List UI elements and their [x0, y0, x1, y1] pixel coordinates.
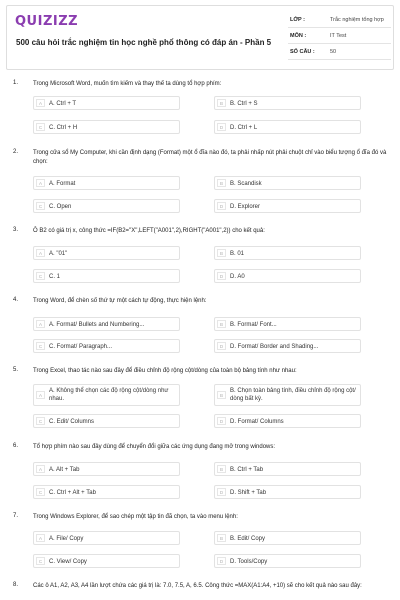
option-a[interactable]	[33, 317, 180, 331]
option-letter-box: C	[36, 123, 45, 131]
option-letter-box: A	[36, 320, 45, 328]
question-text: Trong Word, để chèn số thứ tự một cách tự động, thực hiện lệnh:	[33, 298, 207, 304]
question-text: Tổ hợp phím nào sau đây dùng để chuyển đổi giữa các ứng dụng đang mở trong windows:	[33, 444, 276, 450]
option-text: D. Tools/Copy	[230, 559, 268, 565]
option-a[interactable]	[33, 531, 180, 545]
option-text: D. Explorer	[230, 204, 261, 210]
question-number: 3.	[13, 227, 19, 233]
option-letter-box: B	[217, 465, 226, 473]
option-letter-box: D	[217, 123, 226, 131]
option-b[interactable]	[214, 246, 361, 260]
option-text: A. File/ Copy	[49, 536, 84, 542]
question-text: Trong cửa sổ My Computer, khi cần định dạng (Format) một ổ đĩa nào đó, ta phải nhấp nút phải chuột chỉ vào biểu tượng ổ đĩa đó và chọn:	[33, 150, 387, 165]
meta-value: Trắc nghiệm tổng hợp	[330, 17, 384, 23]
option-text: B. Chọn toàn bảng tính, điều chỉnh độ rộng cột/ dòng bất kỳ.	[230, 388, 356, 402]
option-a[interactable]	[33, 246, 180, 260]
question-number: 6.	[13, 443, 19, 449]
option-text: A. Format	[49, 181, 76, 187]
option-b[interactable]	[214, 462, 361, 476]
option-letter-box: D	[217, 202, 226, 210]
option-text: C. Open	[49, 204, 72, 210]
option-text: B. Edit/ Copy	[230, 536, 266, 542]
option-text: C. Ctrl + H	[49, 125, 78, 131]
question-number: 2.	[13, 149, 19, 155]
option-text: C. 1	[49, 274, 61, 280]
option-letter-box: B	[217, 179, 226, 187]
option-d[interactable]	[214, 485, 361, 499]
option-text: B. Format/ Font...	[230, 322, 277, 328]
option-text: D. Format/ Columns	[230, 419, 284, 425]
quizizz-logo: QUIZIZZ	[15, 14, 79, 29]
option-c[interactable]	[33, 199, 180, 213]
option-c[interactable]	[33, 414, 180, 428]
option-a[interactable]	[33, 176, 180, 190]
option-text: D. Ctrl + L	[230, 125, 258, 131]
option-c[interactable]	[33, 554, 180, 568]
option-letter-box: A	[36, 391, 45, 399]
option-letter-box: C	[36, 417, 45, 425]
option-c[interactable]	[33, 485, 180, 499]
meta-row-class	[288, 14, 391, 28]
option-text: A. Ctrl + T	[49, 101, 77, 107]
option-letter-box: D	[217, 272, 226, 280]
option-letter-box: B	[217, 391, 226, 399]
worksheet-title: 500 câu hỏi trắc nghiệm tin học nghề phổ thông có đáp án - Phần 5	[16, 38, 272, 47]
meta-label: MÔN :	[290, 33, 307, 39]
option-d[interactable]	[214, 554, 361, 568]
option-d[interactable]	[214, 269, 361, 283]
question-number: 7.	[13, 513, 19, 519]
option-b[interactable]	[214, 531, 361, 545]
question-text: Trong Windows Explorer, để sao chép một tập tin đã chọn, ta vào menu lệnh:	[33, 514, 238, 520]
question-text: Ô B2 có giá trị x, công thức =IF(B2="X",LEFT("A001",2),RIGHT("A001",2)) cho kết quả:	[33, 228, 265, 234]
option-text: C. Edit/ Columns	[49, 419, 95, 425]
option-text: D. Shift + Tab	[230, 490, 267, 496]
option-text: C. View/ Copy	[49, 559, 87, 565]
option-b[interactable]	[214, 384, 361, 406]
option-b[interactable]	[214, 96, 361, 110]
option-text: A. Format/ Bullets and Numbering...	[49, 322, 145, 328]
question-number: 1.	[13, 80, 19, 86]
worksheet-header	[6, 5, 394, 70]
option-letter-box: A	[36, 249, 45, 257]
meta-value: 50	[330, 49, 337, 55]
meta-value: IT Test	[330, 33, 347, 39]
option-letter-box: D	[217, 342, 226, 350]
meta-label: LỚP :	[290, 17, 305, 23]
question-text: Trong Excel, thao tác nào sau đây để điều chỉnh độ rộng cột/dòng của toàn bộ bảng tính như nhau:	[33, 368, 297, 374]
option-b[interactable]	[214, 176, 361, 190]
option-letter-box: B	[217, 320, 226, 328]
option-text: D. Format/ Border and Shading...	[230, 344, 319, 350]
option-c[interactable]	[33, 269, 180, 283]
option-text: A. Không thể chọn các độ rộng cột/dòng như nhau.	[49, 388, 169, 402]
worksheet-meta	[288, 14, 391, 62]
meta-row-count	[288, 46, 391, 60]
option-d[interactable]	[214, 414, 361, 428]
option-d[interactable]	[214, 339, 361, 353]
option-d[interactable]	[214, 199, 361, 213]
option-letter-box: D	[217, 488, 226, 496]
option-letter-box: D	[217, 557, 226, 565]
option-letter-box: B	[217, 534, 226, 542]
option-d[interactable]	[214, 120, 361, 134]
question-text: Trong Microsoft Word, muốn tìm kiếm và thay thế ta dùng tổ hợp phím:	[33, 81, 222, 87]
option-b[interactable]	[214, 317, 361, 331]
option-letter-box: D	[217, 417, 226, 425]
option-text: B. Scandisk	[230, 181, 262, 187]
option-letter-box: C	[36, 202, 45, 210]
option-letter-box: A	[36, 534, 45, 542]
option-letter-box: B	[217, 99, 226, 107]
meta-label: SỐ CÂU :	[290, 49, 315, 55]
option-a[interactable]	[33, 96, 180, 110]
option-text: A. Alt + Tab	[49, 467, 80, 473]
question-number: 5.	[13, 367, 19, 373]
option-letter-box: A	[36, 465, 45, 473]
option-text: B. Ctrl + Tab	[230, 467, 264, 473]
question-number: 4.	[13, 297, 19, 303]
question-text: Các ô A1, A2, A3, A4 lần lượt chứa các giá trị là: 7.0, 7.5, A, 6.5. Công thức =MAX(A1:A4, +10) sẽ cho kết quả nào sau đây:	[33, 583, 362, 589]
option-c[interactable]	[33, 339, 180, 353]
meta-row-subject	[288, 30, 391, 44]
option-text: D. A0	[230, 274, 245, 280]
option-text: B. Ctrl + S	[230, 101, 258, 107]
option-a[interactable]	[33, 462, 180, 476]
option-text: B. 01	[230, 251, 245, 257]
option-text: C. Ctrl + Alt + Tab	[49, 490, 96, 496]
option-letter-box: C	[36, 488, 45, 496]
option-text: A. "01"	[49, 251, 68, 257]
option-c[interactable]	[33, 120, 180, 134]
option-letter-box: B	[217, 249, 226, 257]
option-letter-box: C	[36, 272, 45, 280]
option-letter-box: A	[36, 99, 45, 107]
option-letter-box: A	[36, 179, 45, 187]
option-a[interactable]	[33, 384, 180, 406]
option-letter-box: C	[36, 342, 45, 350]
question-number: 8.	[13, 582, 19, 588]
option-letter-box: C	[36, 557, 45, 565]
option-text: C. Format/ Paragraph...	[49, 344, 113, 350]
